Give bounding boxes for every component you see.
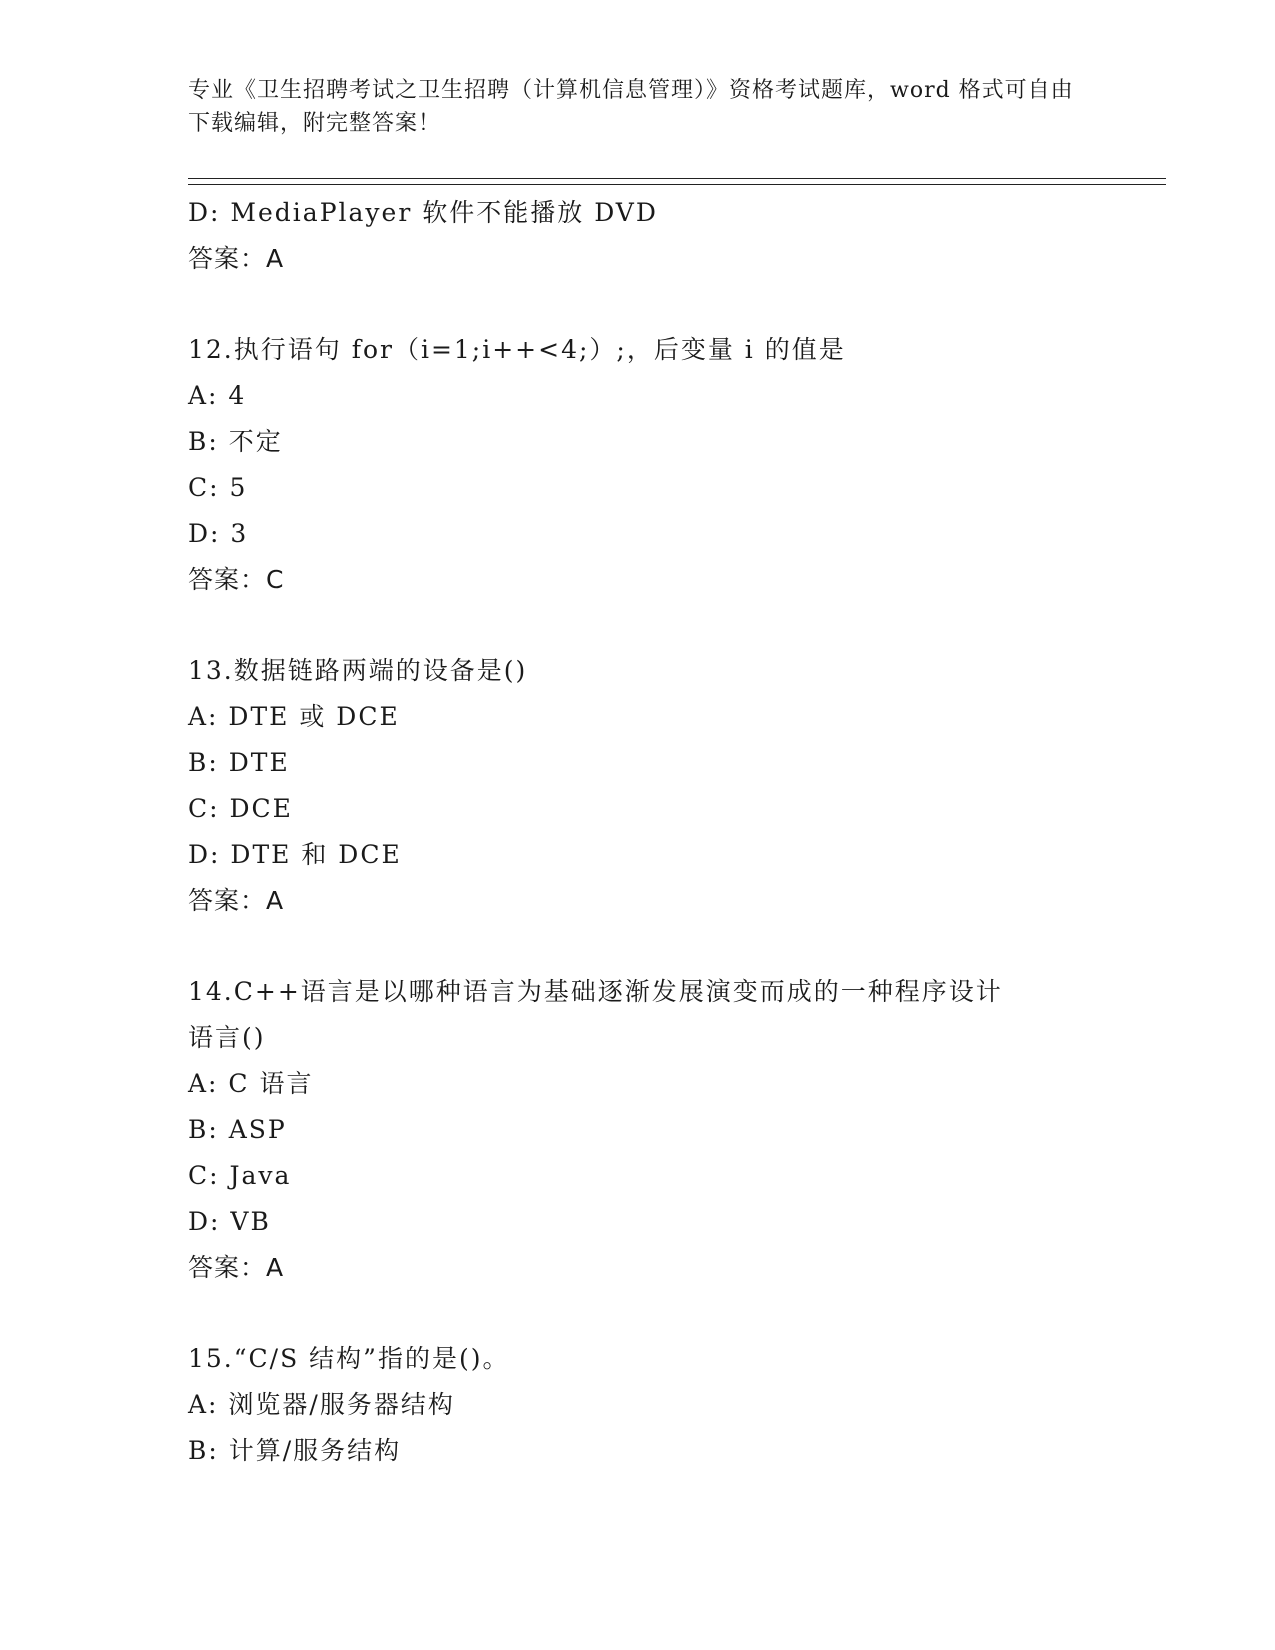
option-c: C: 5 [188,473,248,502]
question-15 [188,1336,1088,1474]
option-a: A: 4 [188,381,247,410]
question-stem: 14.C++语言是以哪种语言为基础逐渐发展演变而成的一种程序设计语言() [188,977,1003,1052]
option-d: D: MediaPlayer 软件不能播放 DVD [188,198,658,227]
option-b: B: 不定 [188,427,283,456]
option-b: B: ASP [188,1115,287,1144]
question-stem: 12.执行语句 for（i=1;i++<4;）;，后变量 i 的值是 [188,335,846,364]
header-rule-top [188,178,1166,179]
question-14 [188,969,1088,1291]
option-c: C: Java [188,1161,292,1190]
answer-line: 答案：A [188,1253,285,1282]
option-a: A: 浏览器/服务器结构 [188,1390,455,1419]
question-stem: 15.“C/S 结构”指的是()。 [188,1344,510,1373]
option-c: C: DCE [188,794,293,823]
carryover-block [188,190,1088,282]
header-rule-bottom [188,184,1166,185]
question-12 [188,327,1088,603]
spacer [188,1291,1088,1336]
option-a: A: C 语言 [188,1069,314,1098]
page-header: 专业《卫生招聘考试之卫生招聘（计算机信息管理）》资格考试题库，word 格式可自由下载编辑，附完整答案！ [188,78,1074,136]
option-b: B: DTE [188,748,290,777]
option-b: B: 计算/服务结构 [188,1436,402,1465]
answer-line: 答案：A [188,886,285,915]
spacer [188,603,1088,648]
option-d: D: 3 [188,519,249,548]
option-d: D: VB [188,1207,271,1236]
spacer [188,282,1088,327]
option-d: D: DTE 和 DCE [188,840,402,869]
spacer [188,924,1088,969]
answer-line: 答案：C [188,565,285,594]
question-list [188,190,1088,1474]
question-stem: 13.数据链路两端的设备是() [188,656,528,685]
answer-line: 答案：A [188,244,285,273]
option-a: A: DTE 或 DCE [188,702,400,731]
question-13 [188,648,1088,924]
